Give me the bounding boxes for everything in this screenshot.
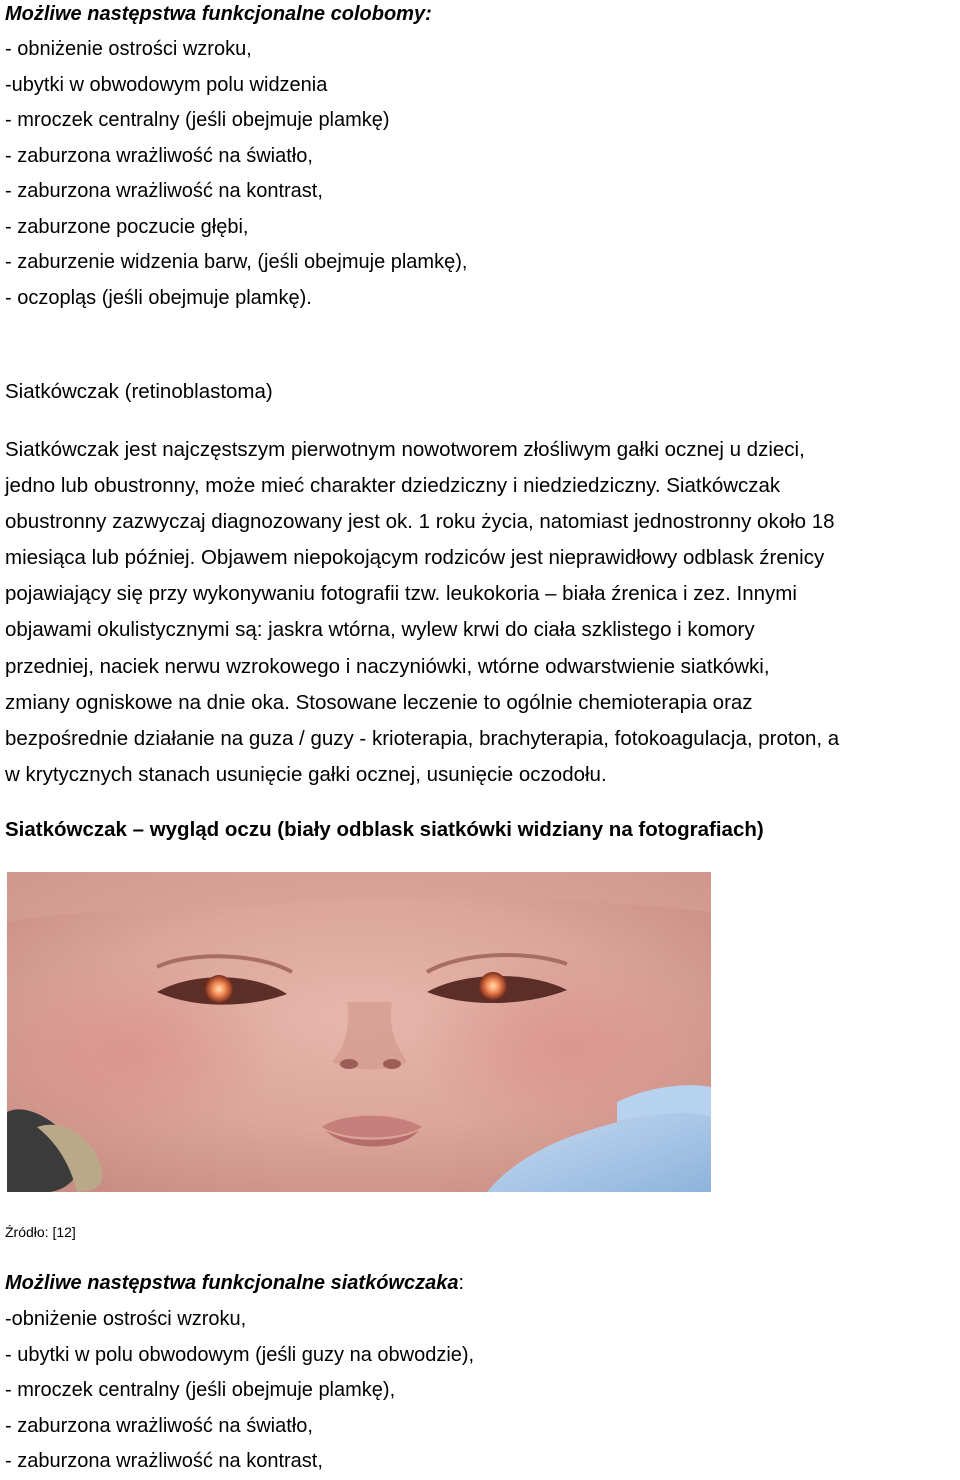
coloboma-consequences-list xyxy=(5,32,467,316)
left-pupil-glow-icon xyxy=(205,975,233,1003)
retinoblastoma-consequences-list xyxy=(5,1302,474,1480)
right-pupil-glow-icon xyxy=(479,972,507,1000)
list-item: - zaburzona wrażliwość na światło, xyxy=(5,1414,313,1437)
list-item: - zaburzona wrażliwość na kontrast, xyxy=(5,180,323,202)
list-item: -ubytki w obwodowym polu widzenia xyxy=(5,73,328,96)
left-nostril xyxy=(340,1059,358,1069)
list-item: - obniżenie ostrości wzroku, xyxy=(5,38,252,60)
list-item: - zaburzona wrażliwość na kontrast, xyxy=(5,1450,323,1472)
leukocoria-photo xyxy=(7,872,711,1192)
retinoblastoma-paragraph: Siatkówczak jest najczęstszym pierwotnym nowotworem złośliwym gałki ocznej u dzieci, jedno lub obustronny, może mieć charakter dziedziczny i niedziedziczny. Siatkówczak obustronny zazwyczaj diagnozowany jest ok. 1 roku życia, natomiast jednostronny około 18 miesiąca lub później. Objawem niepokojącym rodziców jest nieprawidłowy odblask źrenicy pojawiający się przy wykonywaniu fotografii tzw. leukokoria – biała źrenica i zez. Innymi objawami okulistycznymi są: jaskra wtórna, wylew krwi do ciała szklistego i komory przedniej, naciek nerwu wzrokowego i naczyniówki, wtórne odwarstwienie siatkówki, zmiany ogniskowe na dnie oka. Stosowane leczenie to ogólnie chemioterapia oraz bezpośrednie działanie na guza / guzy - krioterapia, brachyterapia, fotokoagulacja, proton, a w krytycznych stanach usunięcie gałki ocznej, usunięcie oczodołu. xyxy=(5,438,840,786)
figure-source: Źródło: [12] xyxy=(5,1224,76,1240)
list-item: - mroczek centralny (jeśli obejmuje plamkę) xyxy=(5,109,390,131)
coloboma-consequences-title: Możliwe następstwa funkcjonalne colobomy: xyxy=(5,3,432,25)
list-item: -obniżenie ostrości wzroku, xyxy=(5,1308,247,1330)
retinoblastoma-consequences-title-text: Możliwe następstwa funkcjonalne siatkówczaka xyxy=(5,1272,459,1294)
right-nostril xyxy=(383,1059,401,1069)
list-item: - zaburzenie widzenia barw, (jeśli obejmuje plamkę), xyxy=(5,251,468,273)
list-item: - ubytki w polu obwodowym (jeśli guzy na obwodzie), xyxy=(5,1343,475,1366)
title-colon: : xyxy=(458,1272,465,1294)
retinoblastoma-consequences-title xyxy=(5,1266,464,1300)
retinoblastoma-heading: Siatkówczak (retinoblastoma) xyxy=(5,380,273,403)
list-item: - zaburzone poczucie głębi, xyxy=(5,215,249,238)
list-item: - oczopląs (jeśli obejmuje plamkę). xyxy=(5,286,312,309)
list-item: - zaburzona wrażliwość na światło, xyxy=(5,144,313,167)
list-item: - mroczek centralny (jeśli obejmuje plamkę), xyxy=(5,1379,396,1401)
figure-caption: Siatkówczak – wygląd oczu (biały odblask siatkówki widziany na fotografiach) xyxy=(5,818,764,841)
